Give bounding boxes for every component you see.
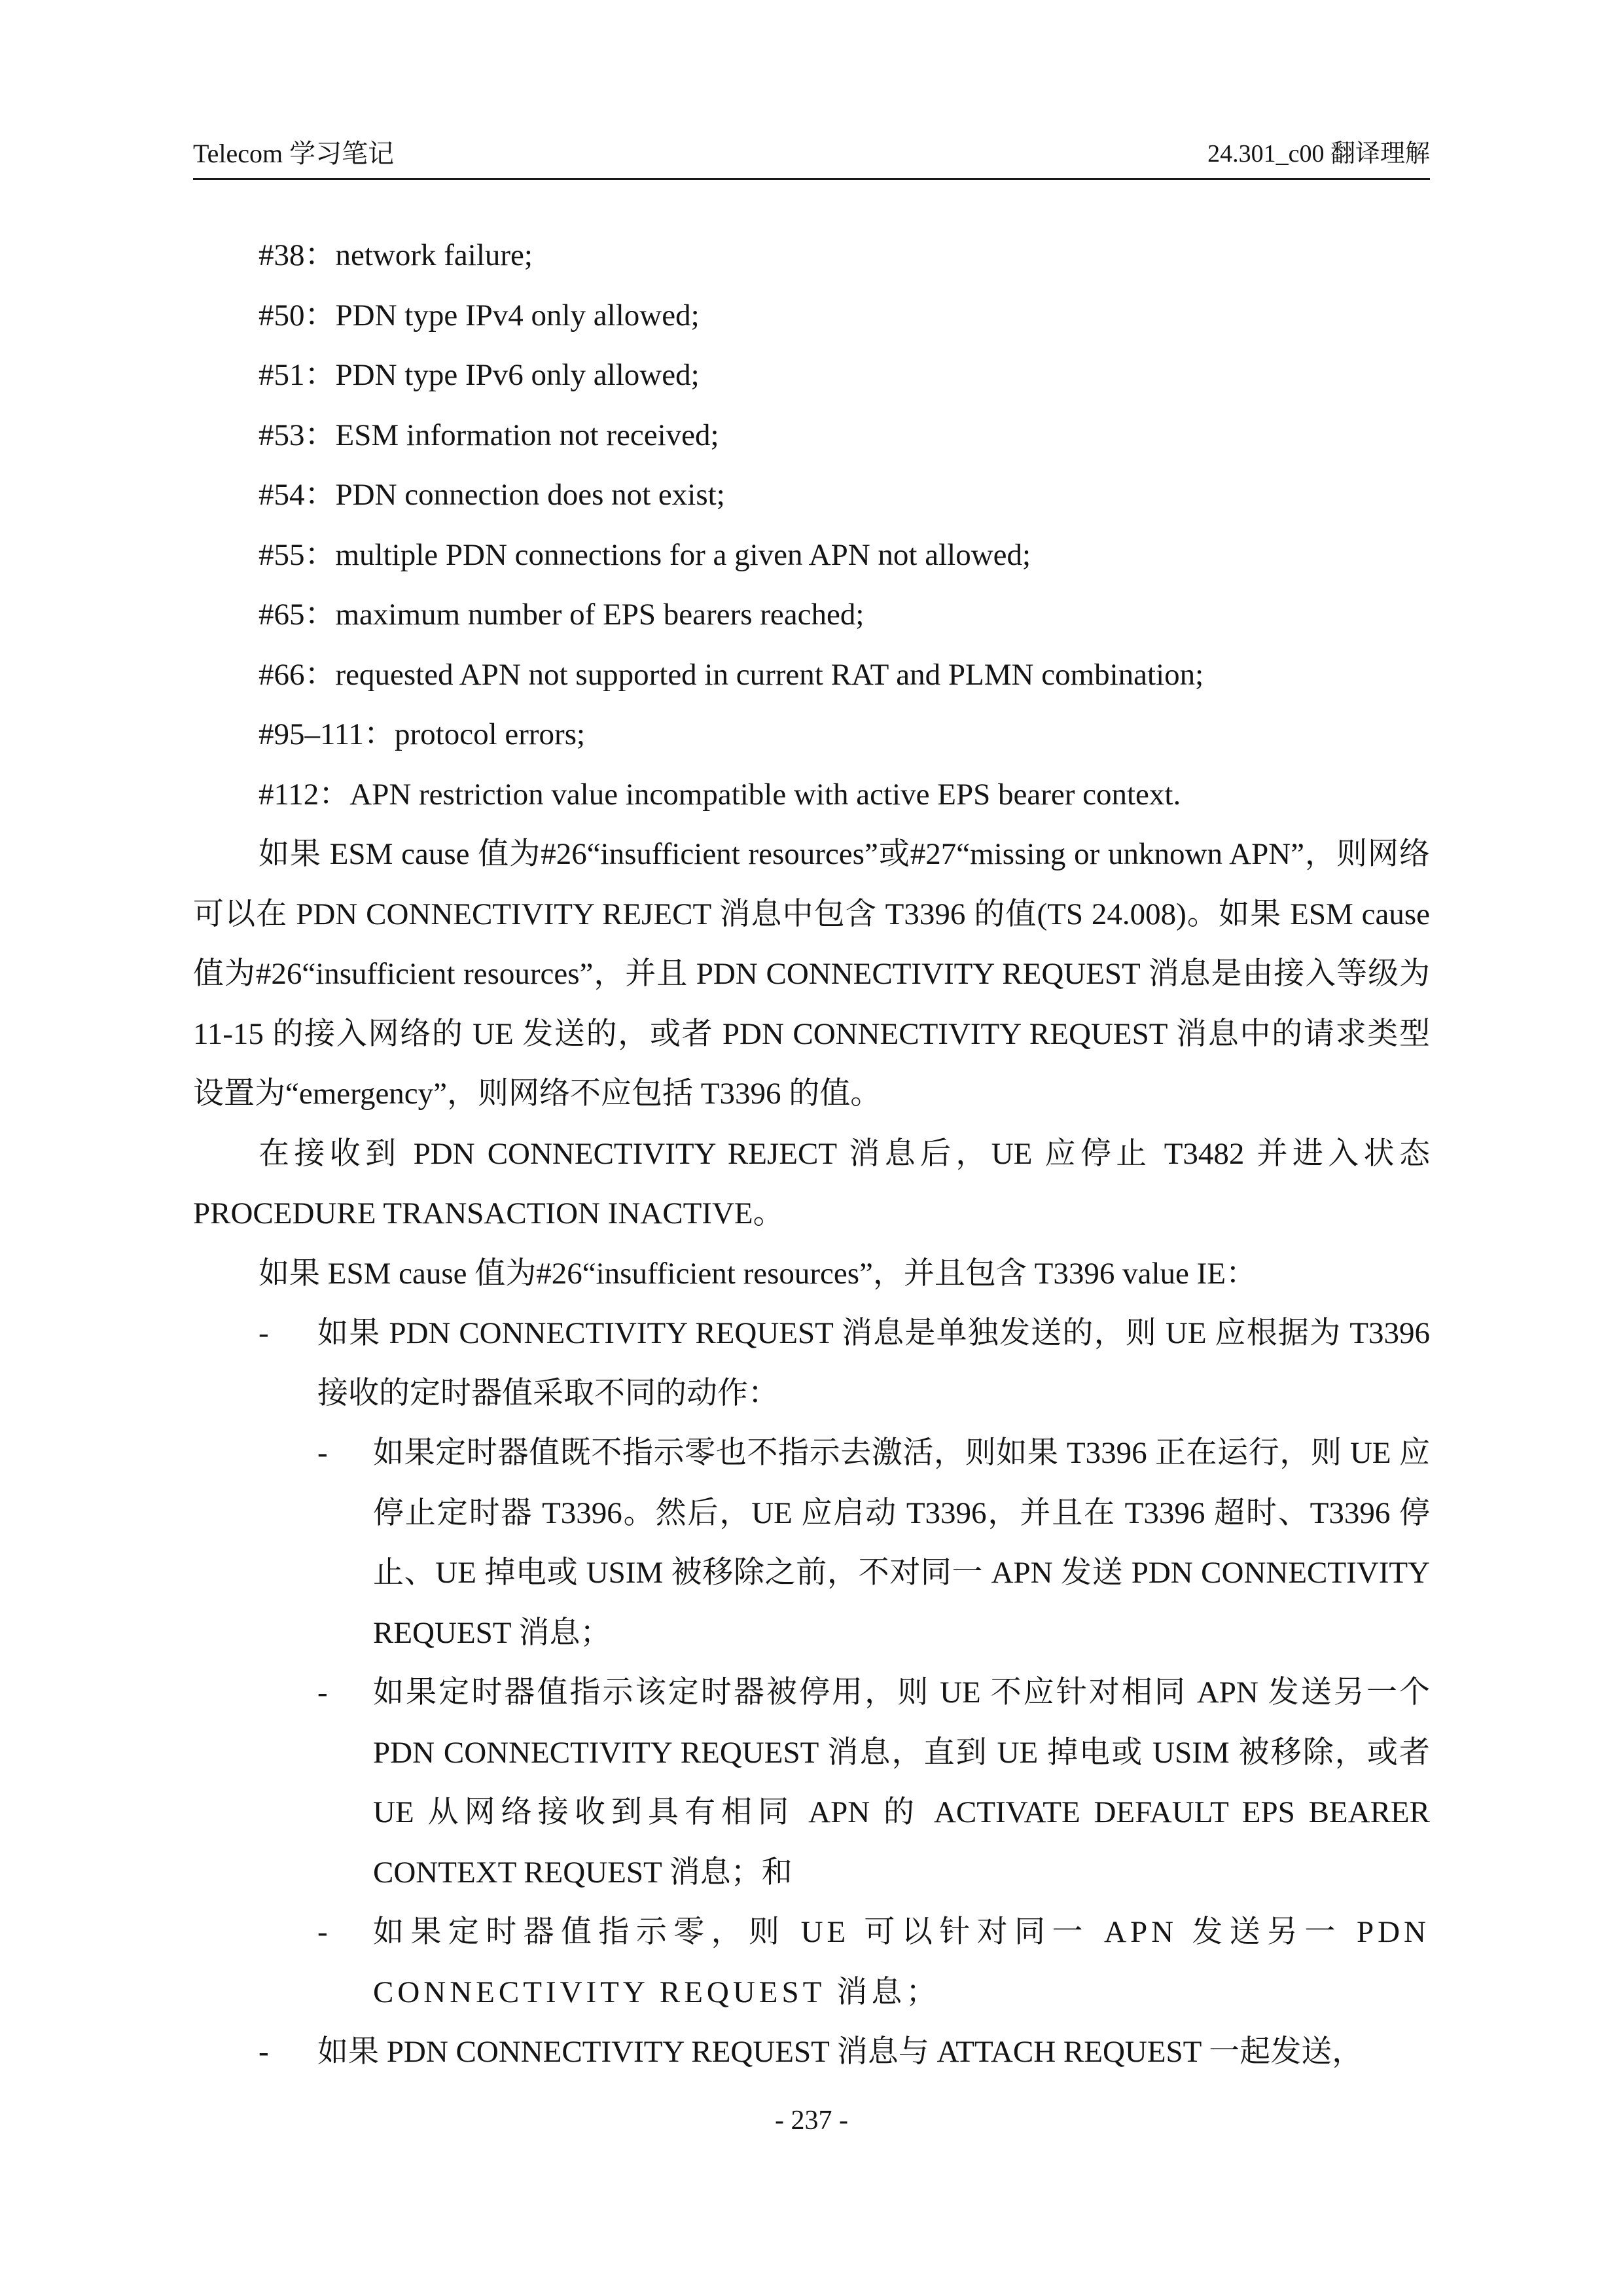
paragraph-cause-26: 如果 ESM cause 值为#26“insufficient resources”，并且包含 T3396 value IE： [259,1256,1257,1291]
cause-item: #51：PDN type IPv6 only allowed; [259,358,700,392]
header-doc-ref: 24.301_c00 翻译理解 [1207,140,1430,168]
dash-marker: - [317,1915,332,1949]
bullet-text: 如果定时器值指示该定时器被停用，则 UE 不应针对相同 APN 发送另一个 PDN CONNECTIVITY REQUEST 消息，直到 UE 掉电或 USIM 被移除，或者 UE 从网络接收到具有相同 APN 的 ACTIVATE DEFAULT EPS BEARER CONTEXT REQUEST 消息；和 [373,1676,1430,1890]
paragraph-t3396-inclusion: 如果 ESM cause 值为#26“insufficient resources”或#27“missing or unknown APN”，则网络可以在 PDN CONNECTIVITY REJECT 消息中包含 T3396 的值(TS 24.008)。如果 ESM cause 值为#26“insufficient resources”，并且 PDN CONNECTIVITY REQUEST 消息是由接入等级为 11-15 的接入网络的 UE 发送的，或者 PDN CONNECTIVITY REQUEST 消息中的请求类型设置为“emergency”，则网络不应包括 T3396 的值。 [193,837,1430,1111]
cause-item: #54：PDN connection does not exist; [259,478,725,512]
cause-list [193,226,1430,825]
subbullet-timer-deactivated [193,1663,1430,1903]
cause-item: #65：maximum number of EPS bearers reached; [259,598,865,632]
dash-marker: - [259,1316,269,1350]
bullet-text: 如果定时器值既不指示零也不指示去激活，则如果 T3396 正在运行，则 UE 应停止定时器 T3396。然后，UE 应启动 T3396，并且在 T3396 超时、T3396 停止、UE 掉电或 USIM 被移除之前，不对同一 APN 发送 PDN CONNECTIVITY REQUEST 消息； [373,1436,1430,1650]
dash-marker: - [317,1676,328,1710]
dash-marker: - [259,2035,269,2069]
paragraph-reject-handling: 在接收到 PDN CONNECTIVITY REJECT 消息后，UE 应停止 T3482 并进入状态 PROCEDURE TRANSACTION INACTIVE。 [193,1136,1430,1230]
page-body [193,226,1430,2083]
dash-marker: - [317,1436,328,1470]
bullet-with-attach-request [193,2022,1430,2083]
bullet-standalone-request [193,1304,1430,1424]
page-header [193,137,1430,180]
header-title: Telecom 学习笔记 [193,139,395,168]
subbullet-timer-zero [193,1903,1430,2022]
cause-item: #95–111：protocol errors; [259,717,586,751]
page-number: - 237 - [775,2106,848,2136]
bullet-text: 如果 PDN CONNECTIVITY REQUEST 消息是单独发送的，则 UE 应根据为 T3396 接收的定时器值采取不同的动作： [317,1316,1430,1410]
cause-item: #66：requested APN not supported in current RAT and PLMN combination; [259,657,1204,692]
subbullet-timer-nonzero [193,1424,1430,1663]
cause-item: #55：multiple PDN connections for a given APN not allowed; [259,537,1031,572]
bullet-text: 如果 PDN CONNECTIVITY REQUEST 消息与 ATTACH REQUEST 一起发送， [317,2035,1363,2069]
bullet-text: 如果定时器值指示零，则 UE 可以针对同一 APN 发送另一 PDN CONNECTIVITY REQUEST 消息； [373,1915,1430,2009]
cause-item: #50：PDN type IPv4 only allowed; [259,298,700,332]
cause-item: #112：APN restriction value incompatible with active EPS bearer context. [259,777,1181,812]
cause-item: #38：network failure; [259,238,533,272]
cause-item: #53：ESM information not received; [259,418,719,452]
